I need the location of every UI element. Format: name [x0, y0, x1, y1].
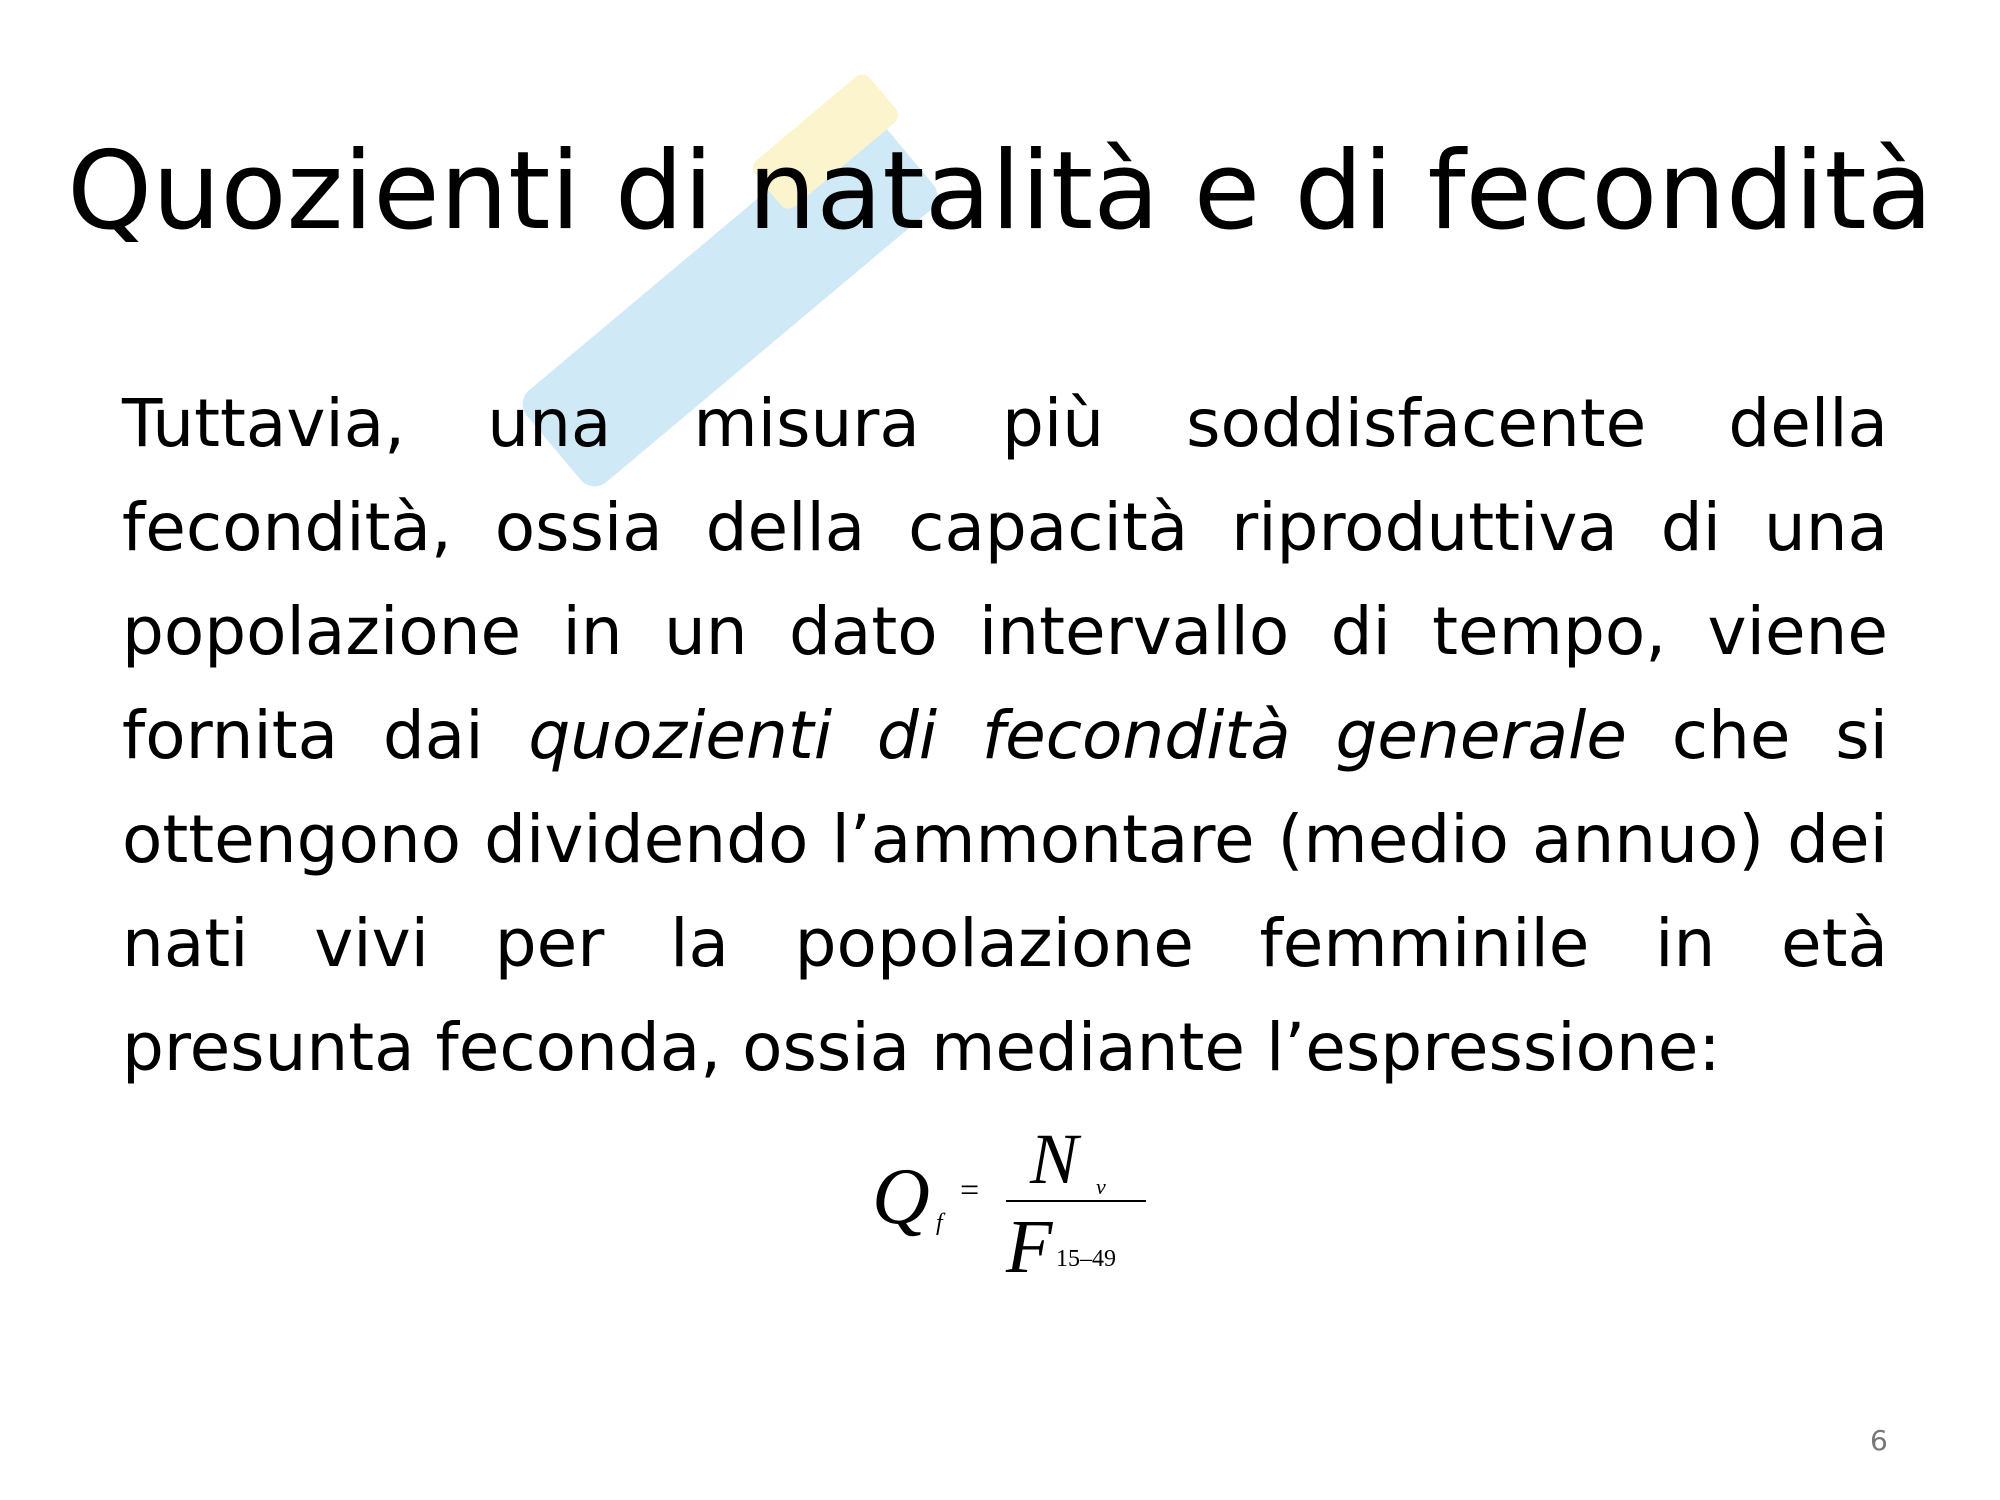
page-number: 6: [1870, 1424, 1888, 1457]
formula-lhs: Q: [872, 1153, 930, 1241]
formula-fraction-bar: [1006, 1200, 1146, 1202]
formula-denominator-subscript: 15–49: [1056, 1246, 1116, 1272]
fertility-rate-formula: [860, 1119, 1160, 1290]
body-text-intro: Tuttavia, una misura più soddisfacente della fecondità, ossia della capacità riproduttiva di una popolazione in un dato intervallo di tempo, viene fornita dai: [122, 385, 1888, 774]
formula-numerator-subscript: v: [1096, 1174, 1106, 1199]
formula-equals-sign: =: [960, 1172, 980, 1209]
slide-body-text: [122, 372, 1888, 1100]
slide-title: Quozienti di natalità e di fecondità: [67, 129, 1933, 254]
body-text-conclusion: che si ottengono dividendo l’ammontare (medio annuo) dei nati vivi per la popolazione femminile in età presunta feconda, ossia mediante l’espressione:: [122, 697, 1889, 1086]
formula-lhs-subscript: f: [936, 1210, 943, 1236]
body-text-emphasis: quozienti di fecondità generale: [528, 697, 1627, 774]
formula-denominator: F: [1006, 1205, 1053, 1289]
formula-numerator: N: [1030, 1119, 1079, 1199]
